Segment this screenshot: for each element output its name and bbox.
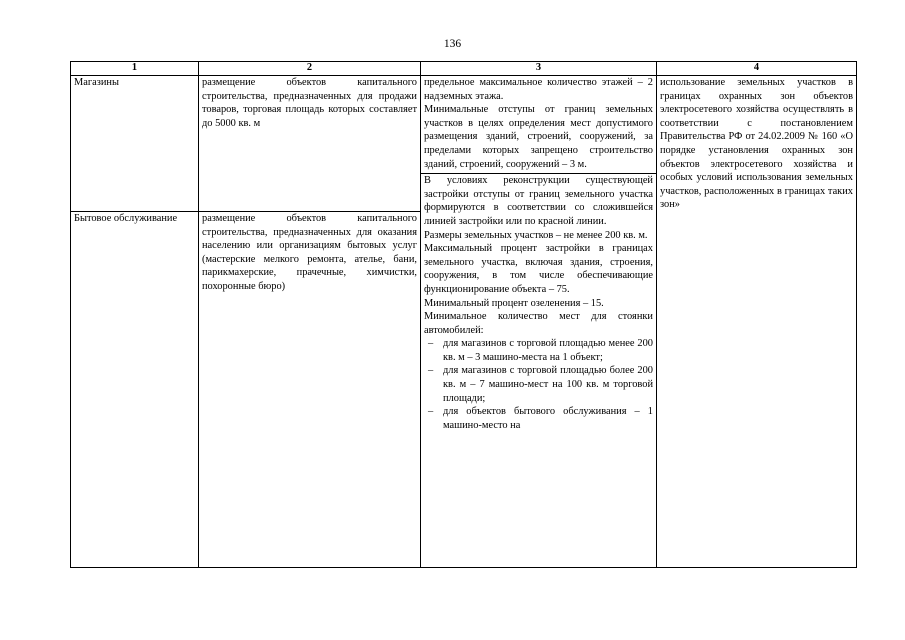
parameters-cell [421,76,657,568]
use-name-shops: Магазины [71,76,199,212]
param-setbacks: Минимальные отступы от границ земельных участков в целях определения мест допустимого размещения зданий, строений, сооружений, за пределами которых запрещено строительство зданий, строений, сооружений – 3 м. [424,104,653,170]
param-plot-size: Размеры земельных участков – не менее 200 кв. м. [424,229,648,241]
header-col-2: 2 [199,62,421,76]
parking-small-shops: для магазинов с торговой площадью менее 200 кв. м – 3 машино-места на 1 объект; [443,338,653,363]
list-item [424,337,653,364]
page-number: 136 [443,38,462,50]
param-reconstruction: В условиях реконструкции существующей застройки отступы от границ земельного участка формируются в соответствии со сложившейся линией застройки или по красной линии. [424,175,653,227]
dash-marker: – [428,406,434,418]
param-floors: предельное максимальное количество этажей – 2 надземных этажа. [424,77,653,102]
restrictions-cell: использование земельных участков в границах охранных зон объектов электросетевого хозяйства осуществлять в соответствии с постановлением Правительства РФ от 24.02.2009 № 160 «О порядке установления охранных зон объектов электросетевого хозяйства и особых условий использования земельных участков, расположенных в границах таких зон» [657,76,857,568]
dash-marker: – [428,338,434,350]
parking-services: для объектов бытового обслуживания – 1 машино-место на [443,406,653,431]
header-col-1: 1 [71,62,199,76]
land-use-table [70,61,857,568]
dash-marker: – [428,365,434,377]
header-col-4: 4 [657,62,857,76]
parking-large-shops: для магазинов с торговой площадью более 200 кв. м – 7 машино-мест на 100 кв. м торговой площади; [443,365,653,404]
param-building-coverage: Максимальный процент застройки в границах земельного участка, включая здания, строения, сооружения, в том числе обеспечивающие функционирование объекта – 75. [424,243,653,295]
header-col-3: 3 [421,62,657,76]
list-item [424,364,653,405]
param-parking-heading: Минимальное количество мест для стоянки автомобилей: [424,311,653,336]
use-name-services: Бытовое обслуживание [71,212,199,568]
table-header-row [71,62,857,76]
parking-list [424,337,653,432]
param-greenery: Минимальный процент озеленения – 15. [424,297,604,309]
use-description-services: размещение объектов капитального строительства, предназначенных для оказания населению или организациям бытовых услуг (мастерские мелкого ремонта, ателье, бани, парикмахерские, прачечные, химчистки, похоронные бюро) [199,212,421,568]
table-row-shops [71,76,857,212]
use-description-shops: размещение объектов капитального строительства, предназначенных для продажи товаров, торговая площадь которых составляет до 5000 кв. м [199,76,421,212]
list-item [424,405,653,432]
